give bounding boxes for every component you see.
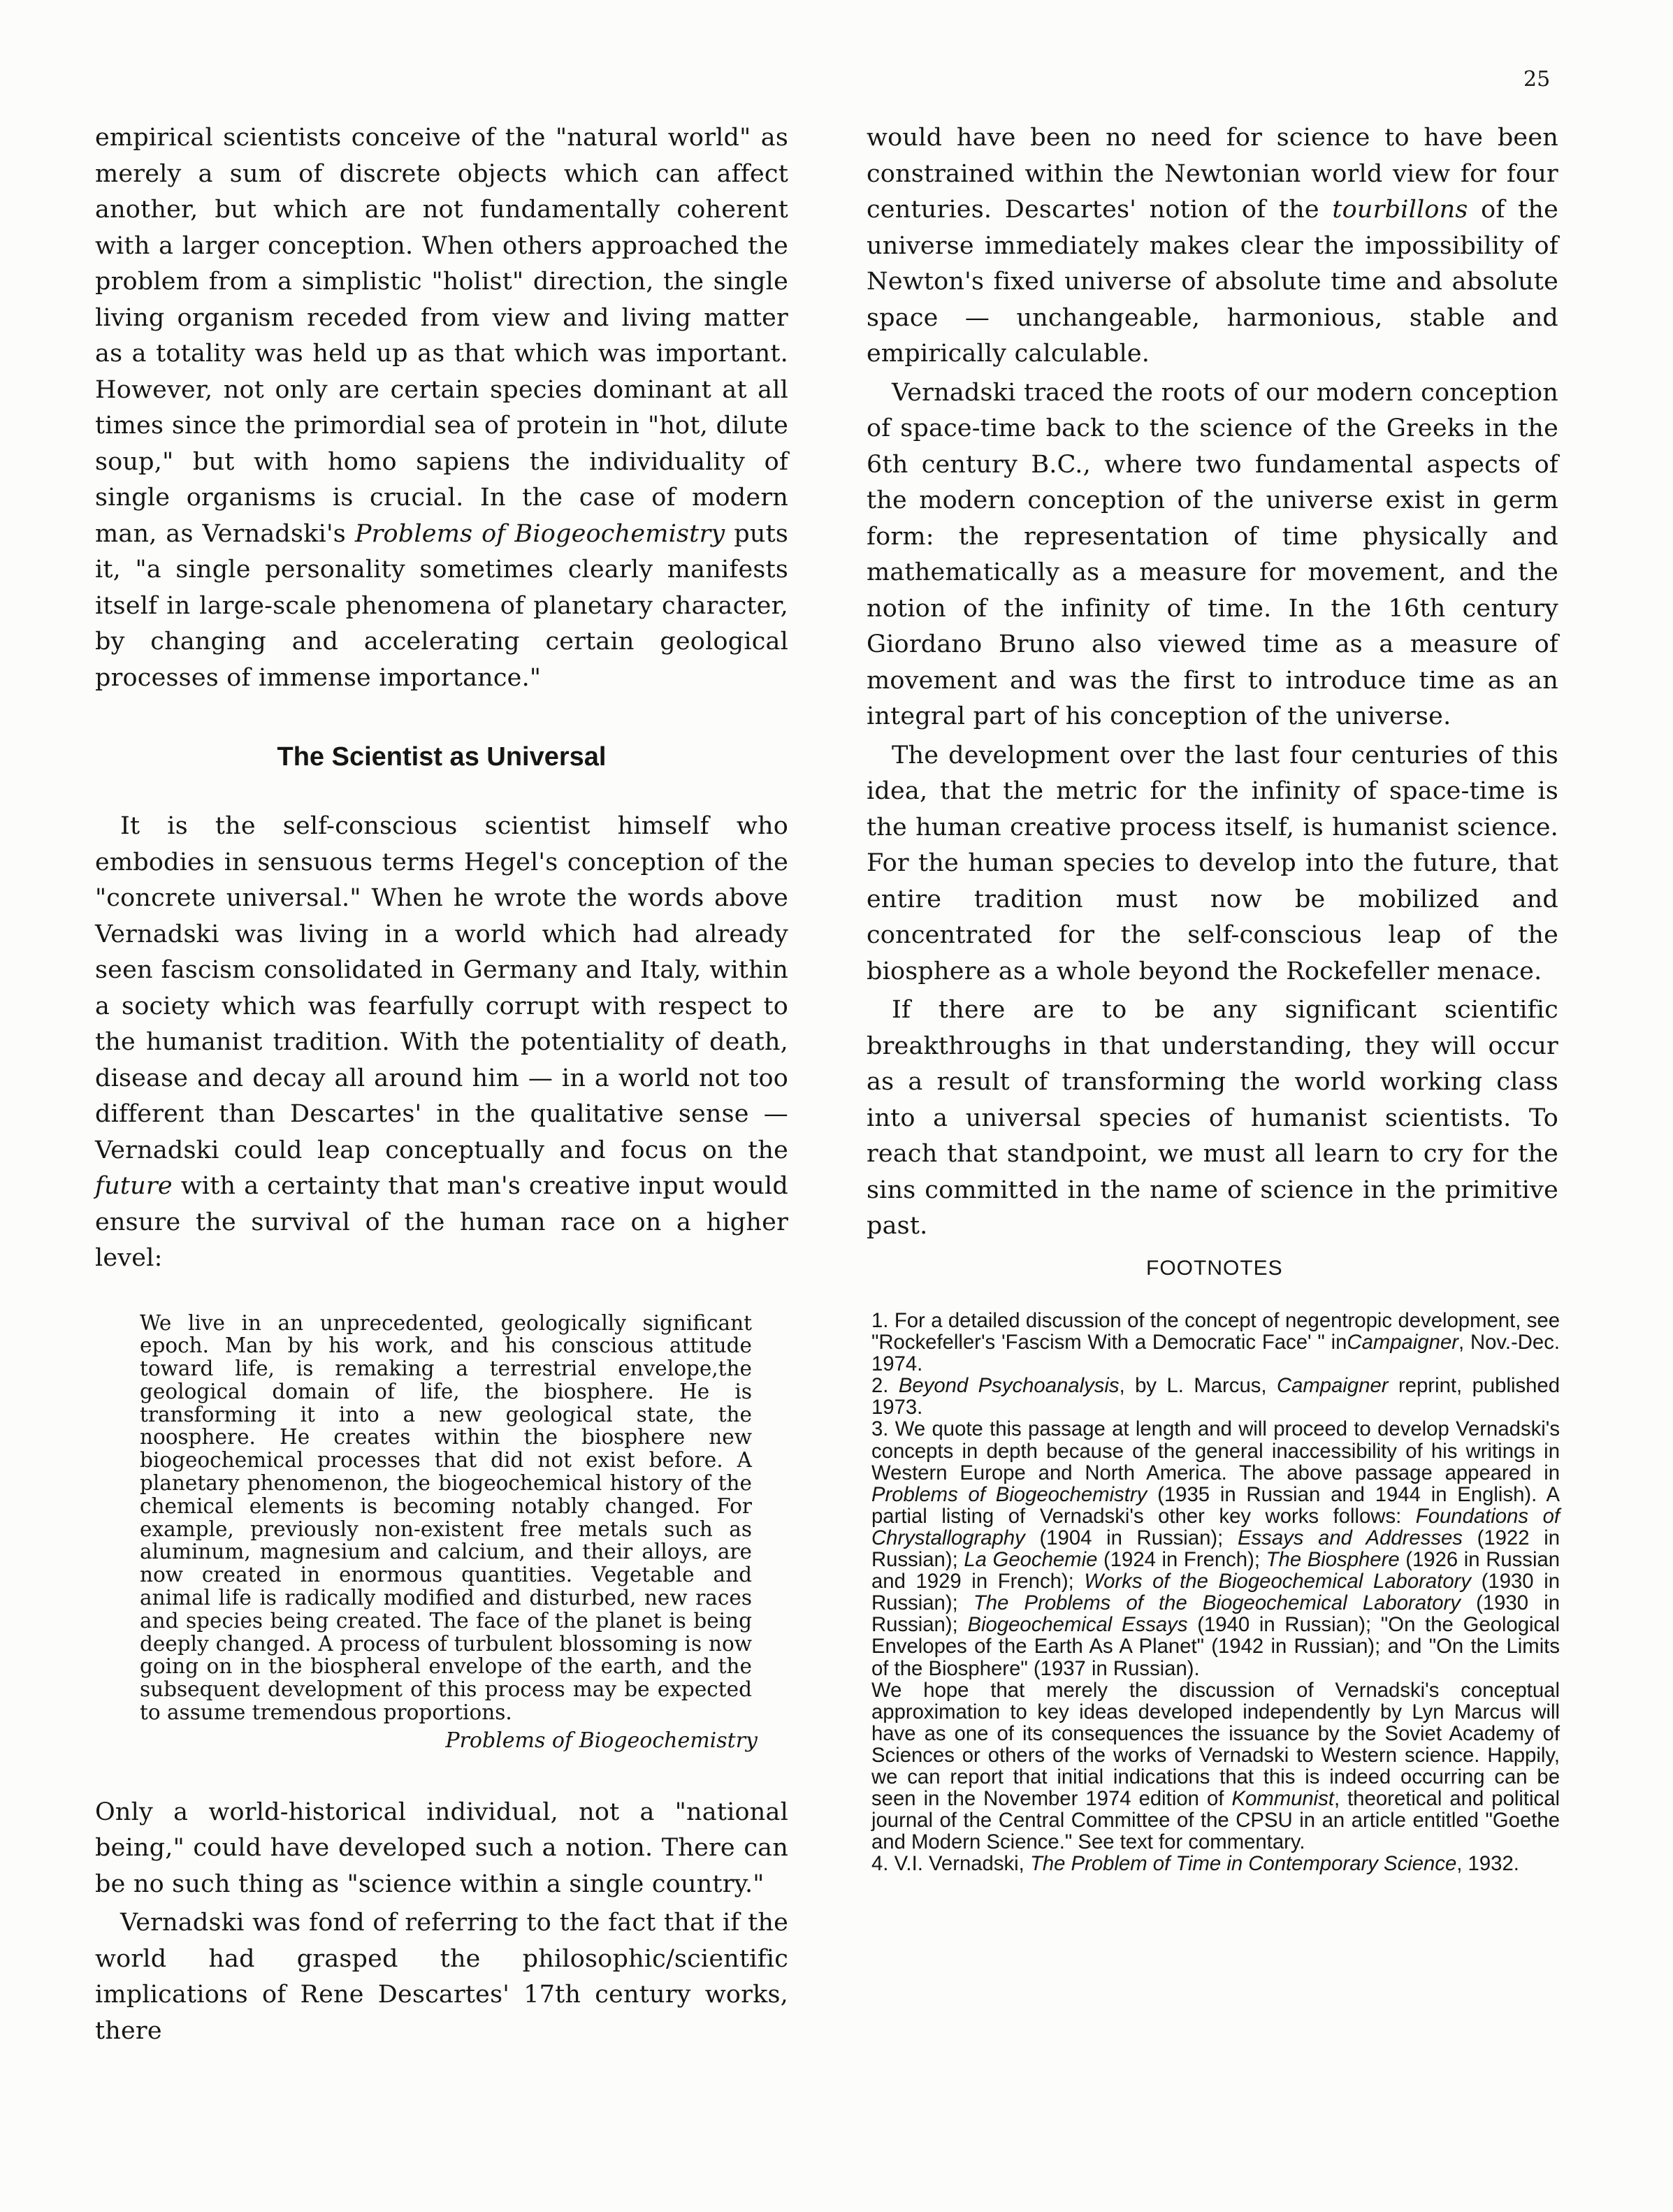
footnote-3-continued xyxy=(871,1679,1560,1853)
left-column xyxy=(95,120,788,2052)
emphasis: future xyxy=(95,1172,173,1200)
book-title: Foundations of Chrystallography xyxy=(871,1504,1560,1549)
text: 3. We quote this passage at length and will proceed to develop Vernadski's concepts in depth because of the general inaccessibility of his writings in Western Europe and North America. The above passage appeared in xyxy=(871,1417,1560,1484)
journal-title: Campaigner xyxy=(1347,1331,1458,1354)
text: empirical scientists conceive of the "natural world" as merely a sum of discrete objects which can affect another, but which are not fundamentally coherent with a larger conception. When others approached the problem from a simplistic "holist" direction, the single living organism receded from view and living matter as a totality was held up as that which was important. However, not only are certain species dominant at all times since the primordial sea of protein in "hot, dilute soup," but with homo sapiens the individuality of single organisms is crucial. In the case of modern man, as Vernadski's xyxy=(95,124,788,548)
text: (1926 in Russian and 1929 in French); xyxy=(871,1548,1560,1593)
book-title: Beyond Psychoanalysis xyxy=(898,1374,1120,1398)
text: , by L. Marcus, xyxy=(1119,1374,1267,1398)
text: (1904 in Russian); xyxy=(1039,1526,1224,1549)
paragraph: Vernadski traced the roots of our modern conception of space-time back to the science of the Greeks in the 6th century B.C., where two fundamental aspects of the modern conception of the universe exist in germ form: the representation of time physically and mathematically as a measure for movement, and the notion of the infinity of time. In the 16th century Giordano Bruno also viewed time as a measure of movement and was the first to introduce time as an integral part of his conception of the universe. xyxy=(867,378,1558,730)
book-title: La Geochemie xyxy=(964,1548,1098,1572)
journal-title: Campaigner xyxy=(1276,1374,1389,1398)
footnote-4 xyxy=(871,1853,1560,1874)
footnote-2 xyxy=(871,1375,1560,1418)
text: of the universe immediately makes clear the impossibility of Newton's fixed universe of absolute time and absolute space — unchangeable, harmonious, stable and empirically calculable. xyxy=(867,196,1559,368)
paragraph: Only a world-historical individual, not a "national being," could have developed such a notion. There can be no such thing as "science within a single country." xyxy=(95,1798,788,1898)
footnotes-title: FOOTNOTES xyxy=(1146,1257,1283,1280)
text: , 1932. xyxy=(1456,1852,1519,1876)
paragraph: Vernadski was fond of referring to the fact that if the world had grasped the philosophic/scientific implications of Rene Descartes' 17th century works, there xyxy=(95,1909,788,2045)
block-quote: We live in an unprecedented, geologically significant epoch. Man by his work, and his conscious attitude toward life, is remaking a terrestrial envelope,the geological domain of life, the biosphere. He is transforming it into a new geological state, the noosphere. He creates within the biosphere new biogeochemical processes that did not exist before. A planetary phenomenon, the biogeochemical history of the chemical elements is becoming notably changed. For example, previously non-existent free metals such as aluminum, magnesium and calcium, and their alloys, are now created in enormous quantities. Vegetable and animal life is radically modified and disturbed, new races and species being created. The face of the planet is being deeply changed. A process of turbulent blossoming is now going on in the biospheral envelope of the earth, and the subsequent development of this process may be expected to assume tremendous proportions. xyxy=(140,1310,752,1725)
text: 2. xyxy=(871,1374,889,1398)
book-title: Works of the Biogeochemical Laboratory xyxy=(1084,1570,1472,1593)
section-heading: The Scientist as Universal xyxy=(277,742,607,772)
book-title: Problems of Biogeochemistry xyxy=(871,1482,1147,1506)
footnotes xyxy=(871,1310,1560,1874)
text: , Nov.-Dec. 1974. xyxy=(871,1331,1560,1376)
book-title: Essays and Addresses xyxy=(1237,1526,1463,1549)
page-number: 25 xyxy=(1523,67,1551,92)
text: puts it, "a single personality sometimes clearly manifests itself in large-scale phenomena of planetary character, by changing and accelerating certain geological processes of immense importance." xyxy=(95,519,789,692)
text: would have been no need for science to have been constrained within the Newtonian world view for four centuries. Descartes' notion of the xyxy=(867,124,1558,224)
emphasis: tourbillons xyxy=(1332,196,1468,224)
text: , theoretical and political journal of the Central Committee of the CPSU in an article entitled "Goethe and Modern Science." See text for commentary. xyxy=(871,1787,1560,1854)
text: 4. V.I. Vernadski, xyxy=(871,1852,1024,1876)
book-title: Biogeochemical Essays xyxy=(967,1613,1188,1637)
book-title: The Problems of the Biogeochemical Laboratory xyxy=(973,1591,1461,1615)
text: It is the self-conscious scientist himself who embodies in sensuous terms Hegel's conception of the "concrete universal." When he wrote the words above Vernadski was living in a world which had already seen fascism consolidated in Germany and Italy, within a society which was fearfully corrupt with respect to the humanist tradition. With the potentiality of death, disease and decay all around him — in a world not too different than Descartes' in the qualitative sense — Vernadski could leap conceptually and focus on the xyxy=(95,812,788,1164)
paragraph: If there are to be any significant scientific breakthroughs in that understanding, they will occur as a result of transforming the world working class into a universal species of humanist scientists. To reach that standpoint, we must all learn to cry for the sins committed in the name of science in the primitive past. xyxy=(867,996,1558,1240)
right-column xyxy=(867,120,1558,1248)
book-title: The Problem of Time in Contemporary Science xyxy=(1029,1852,1457,1876)
text: (1935 in Russian and 1944 in English). A partial listing of Vernadski's other key works follows: xyxy=(871,1482,1560,1528)
paragraph xyxy=(95,809,788,1277)
footnote-3 xyxy=(871,1418,1560,1679)
text: reprint, published 1973. xyxy=(871,1374,1560,1419)
paragraph xyxy=(95,120,788,696)
text: with a certainty that man's creative input would ensure the survival of the human race on a higher level: xyxy=(95,1172,788,1272)
text: 1. For a detailed discussion of the concept of negentropic development, see "Rockefeller's 'Fascism With a Democratic Face' " in xyxy=(871,1309,1560,1354)
text: (1922 in Russian); xyxy=(871,1526,1560,1572)
text: We hope that merely the discussion of Vernadski's conceptual approximation to key ideas developed independently by Lyn Marcus will have as one of its consequences the issuance by the Soviet Academy of Sciences or others of the works of Vernadski to Western science. Happily, we can report that initial indications that this is indeed occurring can be seen in the November 1974 edition of xyxy=(871,1678,1560,1811)
text: (1924 in French); xyxy=(1103,1548,1261,1572)
footnote-1 xyxy=(871,1310,1560,1375)
book-title: The Biosphere xyxy=(1266,1548,1400,1572)
quote-source: Problems of Biogeochemistry xyxy=(445,1728,758,1753)
text: (1930 in Russian); xyxy=(871,1570,1560,1615)
paragraph: The development over the last four centuries of this idea, that the metric for the infinity of space-time is the human creative process itself, is humanist science. For the human species to develop into the future, that entire tradition must now be mobilized and concentrated for the self-conscious leap of the biosphere as a whole beyond the Rockefeller menace. xyxy=(867,741,1558,985)
book-title: Problems of Biogeochemistry xyxy=(354,519,725,548)
text: (1940 in Russian); "On the Geological Envelopes of the Earth As A Planet" (1942 in Russian); and "On the Limits of the Biosphere" (1937 in Russian). xyxy=(871,1613,1560,1680)
text: (1930 in Russian); xyxy=(871,1591,1560,1637)
journal-title: Kommunist xyxy=(1231,1787,1334,1811)
paragraph xyxy=(867,120,1558,373)
